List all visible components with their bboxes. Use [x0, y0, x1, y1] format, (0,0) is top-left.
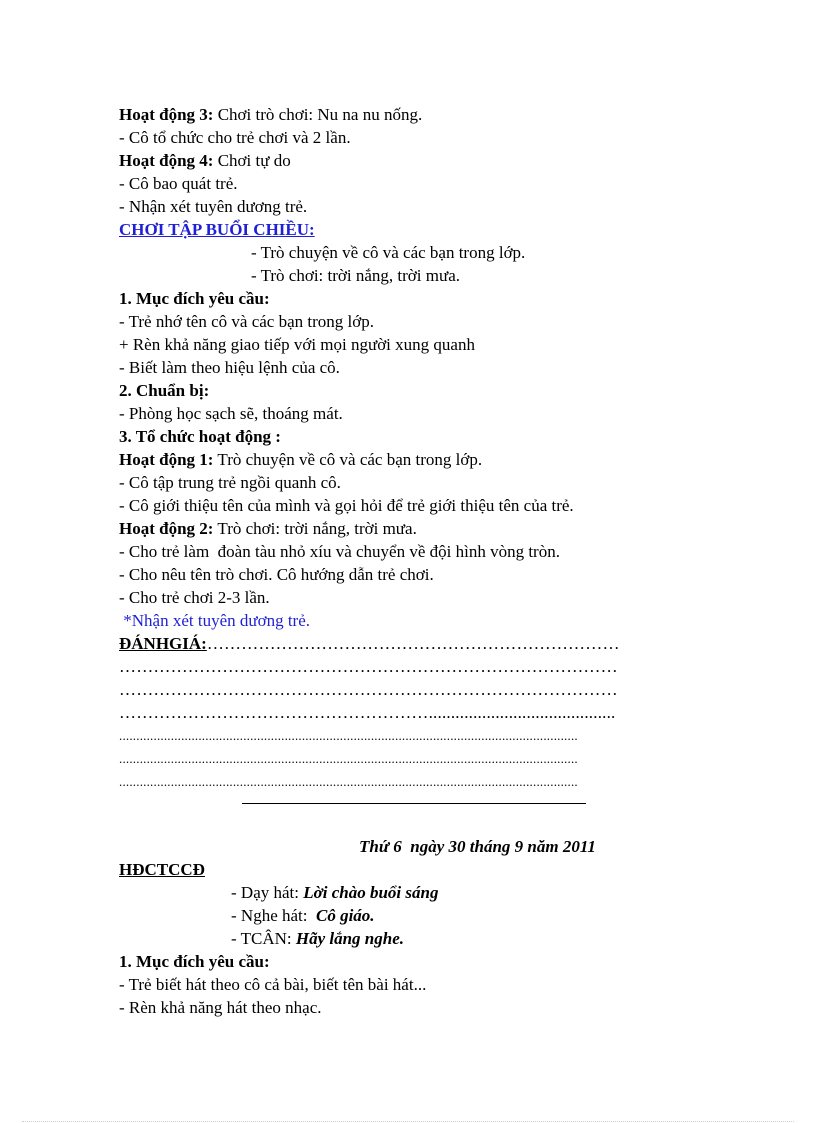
dotted-line-4: ..................................................................................................................................... — [119, 728, 578, 743]
section-divider — [242, 803, 586, 804]
activity-4-detail-2: - Nhận xét tuyên dương trẻ. — [119, 197, 308, 216]
activity-3-detail: - Cô tổ chức cho trẻ chơi và 2 lần. — [119, 128, 351, 147]
page-bottom-border — [22, 1121, 794, 1122]
song-item-1-label: - Dạy hát: — [231, 883, 304, 902]
activity-2-detail-1: - Cho trẻ làm đoàn tàu nhỏ xíu và chuyển về đội hình vòng tròn. — [119, 542, 560, 561]
day-goal-heading: 1. Mục đích yêu cầu: — [119, 952, 270, 971]
dotted-line-6: ..................................................................................................................................... — [119, 774, 578, 789]
activity-4-detail-1: - Cô bao quát trẻ. — [119, 174, 238, 193]
dotted-line-3: ……………………………………………….......................................... — [119, 703, 616, 722]
goal-heading: 1. Mục đích yêu cầu: — [119, 289, 270, 308]
activity-4-text: Chơi tự do — [213, 151, 291, 170]
evaluation-label: ĐÁNHGIÁ: — [119, 634, 207, 653]
song-item-2 — [231, 904, 375, 927]
activity-4-label: Hoạt động 4: — [119, 151, 214, 170]
org-heading: 3. Tổ chức hoạt động : — [119, 427, 281, 446]
activity-1-label: Hoạt động 1: — [119, 450, 214, 469]
activity-3-label: Hoạt động 3: — [119, 105, 214, 124]
song-item-1-title: Lời chào buổi sáng — [303, 883, 439, 902]
prep-item: - Phòng học sạch sẽ, thoáng mát. — [119, 404, 343, 423]
hdctccd-heading: HĐCTCCĐ — [119, 860, 205, 879]
evaluation-dots: ……………………………………………………………… — [206, 634, 620, 653]
activity-2-detail-2: - Cho nêu tên trò chơi. Cô hướng dẫn trẻ chơi. — [119, 565, 434, 584]
activity-2-text: Trò chơi: trời nắng, trời mưa. — [213, 519, 417, 538]
song-item-2-label: - Nghe hát: — [231, 906, 316, 925]
song-item-3-label: - TCÂN: — [231, 929, 296, 948]
goal-item-1: - Trẻ nhớ tên cô và các bạn trong lớp. — [119, 312, 374, 331]
activity-1-line — [119, 448, 482, 471]
activity-4-line — [119, 149, 291, 172]
afternoon-topic-2: - Trò chơi: trời nắng, trời mưa. — [251, 266, 461, 285]
day-goal-2: - Rèn khả năng hát theo nhạc. — [119, 998, 322, 1017]
dotted-line-1: …………………………………………………………………………… — [119, 657, 618, 676]
evaluation-line — [119, 632, 620, 655]
prep-heading: 2. Chuẩn bị: — [119, 381, 210, 400]
activity-2-line — [119, 517, 417, 540]
activity-1-text: Trò chuyện về cô và các bạn trong lớp. — [213, 450, 483, 469]
day-goal-1: - Trẻ biết hát theo cô cả bài, biết tên bài hát... — [119, 975, 427, 994]
song-item-3 — [231, 927, 404, 950]
afternoon-topic-1: - Trò chuyện về cô và các bạn trong lớp. — [251, 243, 526, 262]
activity-3-line — [119, 103, 422, 126]
activity-1-detail-1: - Cô tập trung trẻ ngồi quanh cô. — [119, 473, 341, 492]
dotted-line-2: …………………………………………………………………………… — [119, 680, 618, 699]
activity-3-text: Chơi trò chơi: Nu na nu nống. — [213, 105, 423, 124]
afternoon-heading: CHƠI TẬP BUỔI CHIỀU: — [119, 220, 315, 239]
song-item-1 — [231, 881, 438, 904]
dotted-line-5: ..................................................................................................................................... — [119, 751, 578, 766]
song-item-3-title: Hãy lắng nghe. — [295, 929, 405, 948]
goal-item-2: + Rèn khả năng giao tiếp với mọi người xung quanh — [119, 335, 475, 354]
activity-2-label: Hoạt động 2: — [119, 519, 214, 538]
activity-2-detail-3: - Cho trẻ chơi 2-3 lần. — [119, 588, 270, 607]
goal-item-3: - Biết làm theo hiệu lệnh của cô. — [119, 358, 340, 377]
praise-note: *Nhận xét tuyên dương trẻ. — [119, 611, 310, 630]
activity-1-detail-2: - Cô giới thiệu tên của mình và gọi hỏi để trẻ giới thiệu tên của trẻ. — [119, 496, 574, 515]
date-heading: Thứ 6 ngày 30 tháng 9 năm 2011 — [359, 837, 596, 856]
song-item-2-title: Cô giáo. — [315, 906, 375, 925]
